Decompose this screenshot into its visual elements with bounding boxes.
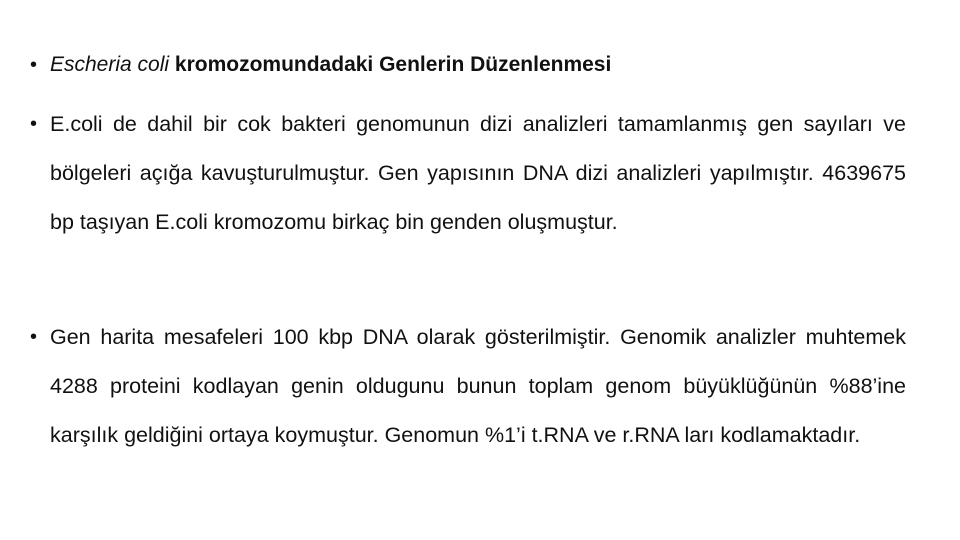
paragraph-1-text: E.coli de dahil bir cok bakteri genomunun dizi analizleri tamamlanmış gen sayıları ve bölgeleri açığa kavuşturulmuştur. Gen yapısının DNA dizi analizleri yapılmıştır. 4639675 bp taşıyan E.coli kromozomu birkaç bin genden oluşmuştur.	[50, 112, 906, 234]
slide-title	[50, 42, 906, 88]
bullet-point: •	[30, 54, 38, 76]
title-rest: kromozomundadaki Genlerin Düzenlenmesi	[169, 53, 612, 76]
bullet-title	[30, 42, 906, 88]
bullet-point: •	[30, 326, 38, 348]
bullet-point: •	[30, 113, 38, 135]
bullet-paragraph-1	[30, 100, 906, 247]
species-name: Escheria coli	[50, 53, 170, 76]
bullet-paragraph-2	[30, 313, 906, 460]
paragraph-2-text: Gen harita mesafeleri 100 kbp DNA olarak gösterilmiştir. Genomik analizler muhtemek 4288 proteini kodlayan genin oldugunu bunun toplam genom büyüklüğünün %88’ine karşılık geldiğini ortaya koymuştur. Genomun %1’i t.RNA ve r.RNA ları kodlamaktadır.	[50, 325, 906, 447]
